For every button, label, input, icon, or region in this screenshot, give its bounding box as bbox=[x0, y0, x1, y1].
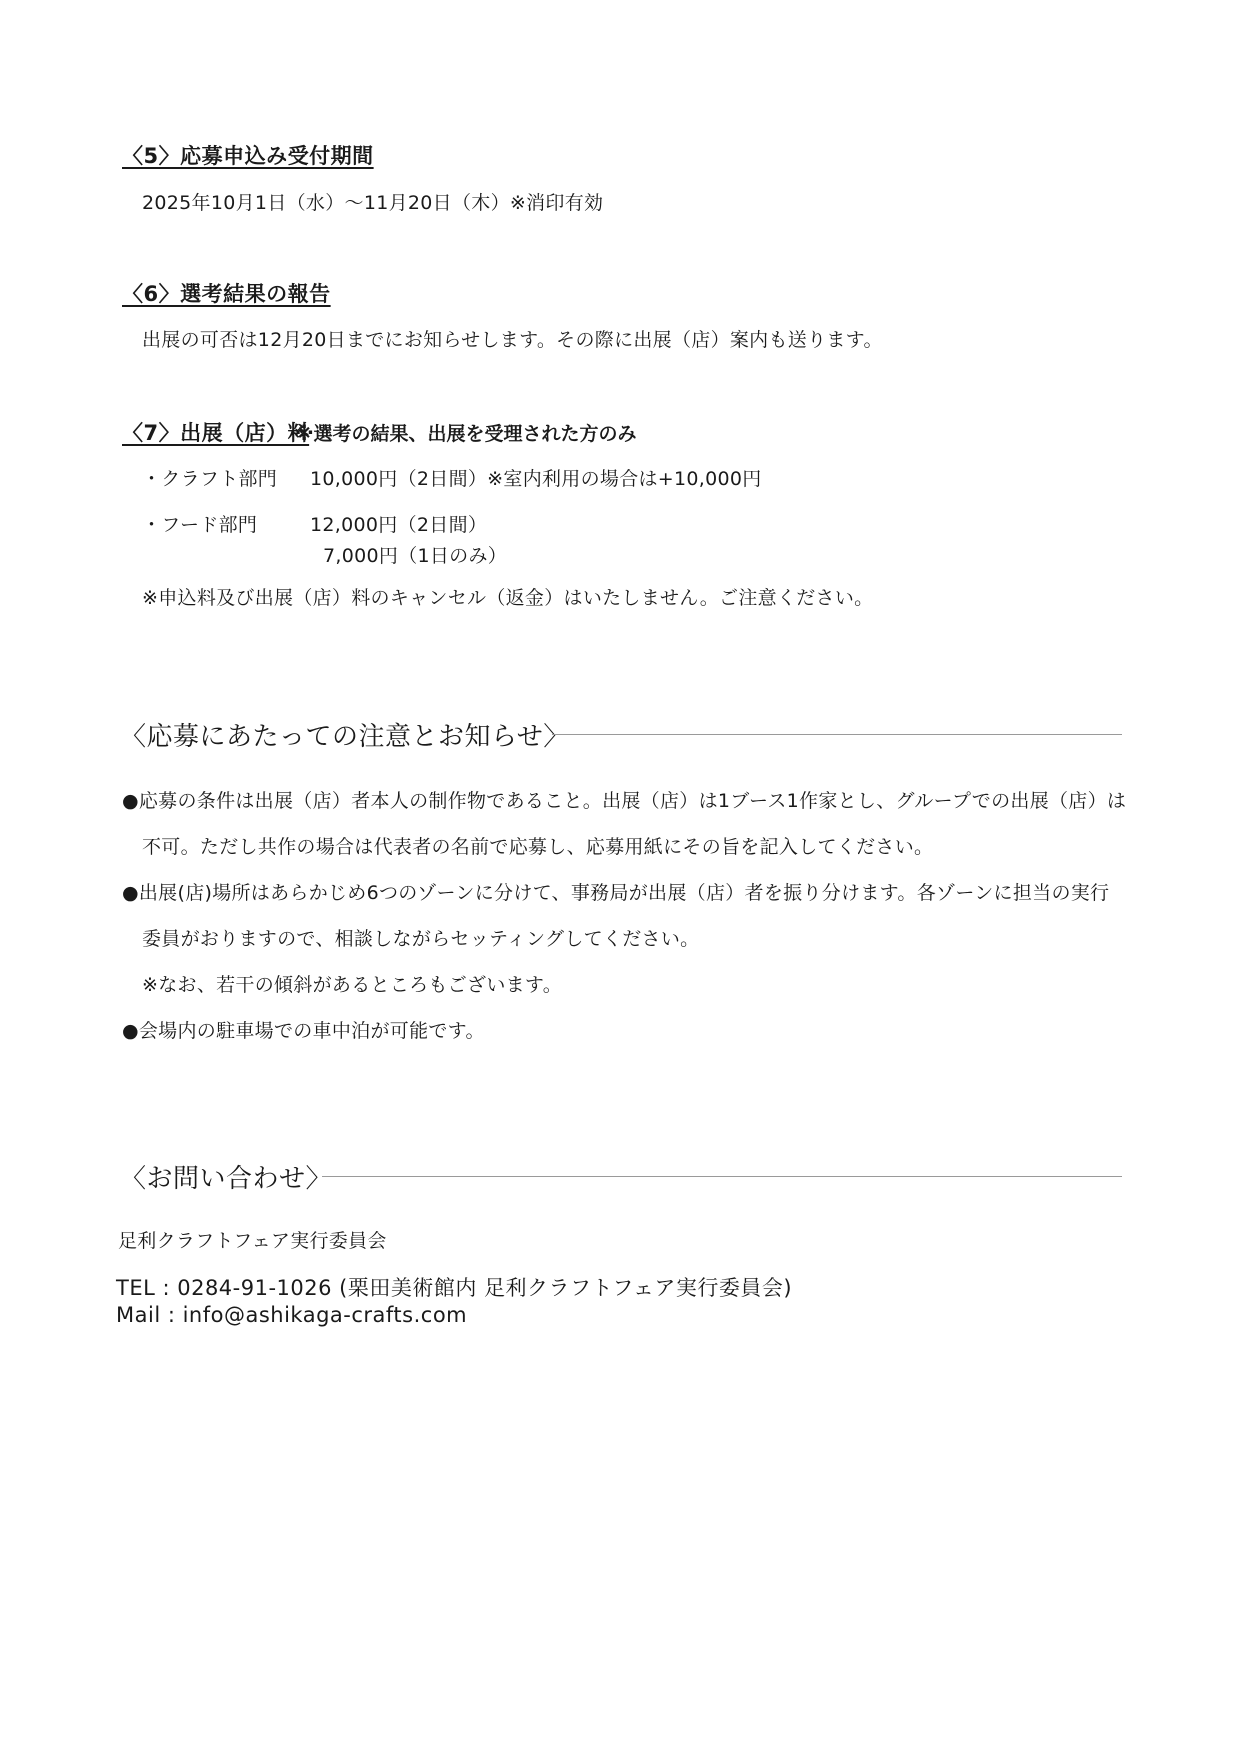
notice-divider bbox=[552, 734, 1122, 735]
notice-item-2-line-2: 委員がおりますので、相談しながらセッティングしてください。 bbox=[142, 928, 700, 950]
contact-organization: 足利クラフトフェア実行委員会 bbox=[118, 1230, 387, 1252]
section-7-note: ※選考の結果、出展を受理された方のみ bbox=[295, 423, 637, 445]
section-6-heading: 〈6〉選考結果の報告 bbox=[122, 282, 331, 306]
cancellation-note: ※申込料及び出展（店）料のキャンセル（返金）はいたしません。ご注意ください。 bbox=[142, 587, 874, 609]
notice-item-1-line-1: ●応募の条件は出展（店）者本人の制作物であること。出展（店）は1ブース1作家とし、グループでの出展（店）は bbox=[122, 790, 1127, 812]
selection-result-text: 出展の可否は12月20日までにお知らせします。その際に出展（店）案内も送ります。 bbox=[142, 329, 883, 351]
contact-heading: 〈お問い合わせ〉 bbox=[120, 1164, 333, 1194]
notice-item-1-line-2: 不可。ただし共作の場合は代表者の名前で応募し、応募用紙にその旨を記入してください。 bbox=[142, 836, 934, 858]
notice-item-2-line-3: ※なお、若干の傾斜があるところもございます。 bbox=[142, 974, 563, 996]
notice-item-3: ●会場内の駐車場での車中泊が可能です。 bbox=[122, 1020, 485, 1042]
food-category-label: ・フード部門 bbox=[142, 514, 258, 536]
section-5-heading: 〈5〉応募申込み受付期間 bbox=[122, 144, 374, 168]
food-category-fee-2days: 12,000円（2日間） bbox=[310, 514, 488, 536]
contact-telephone: TEL : 0284-91-1026 (栗田美術館内 足利クラフトフェア実行委員会) bbox=[116, 1276, 793, 1300]
section-7-heading: 〈7〉出展（店）料 bbox=[122, 421, 310, 445]
notice-heading: 〈応募にあたっての注意とお知らせ〉 bbox=[120, 722, 570, 752]
notice-item-2-line-1: ●出展(店)場所はあらかじめ6つのゾーンに分けて、事務局が出展（店）者を振り分けます。各ゾーンに担当の実行 bbox=[122, 882, 1110, 904]
contact-email[interactable]: Mail : info@ashikaga-crafts.com bbox=[116, 1303, 468, 1327]
food-category-fee-1day: 7,000円（1日のみ） bbox=[323, 545, 508, 567]
contact-divider bbox=[322, 1176, 1122, 1177]
application-period: 2025年10月1日（水）～11月20日（木）※消印有効 bbox=[142, 192, 604, 214]
craft-category-label: ・クラフト部門 bbox=[142, 468, 278, 490]
craft-category-fee: 10,000円（2日間）※室内利用の場合は+10,000円 bbox=[310, 468, 762, 490]
